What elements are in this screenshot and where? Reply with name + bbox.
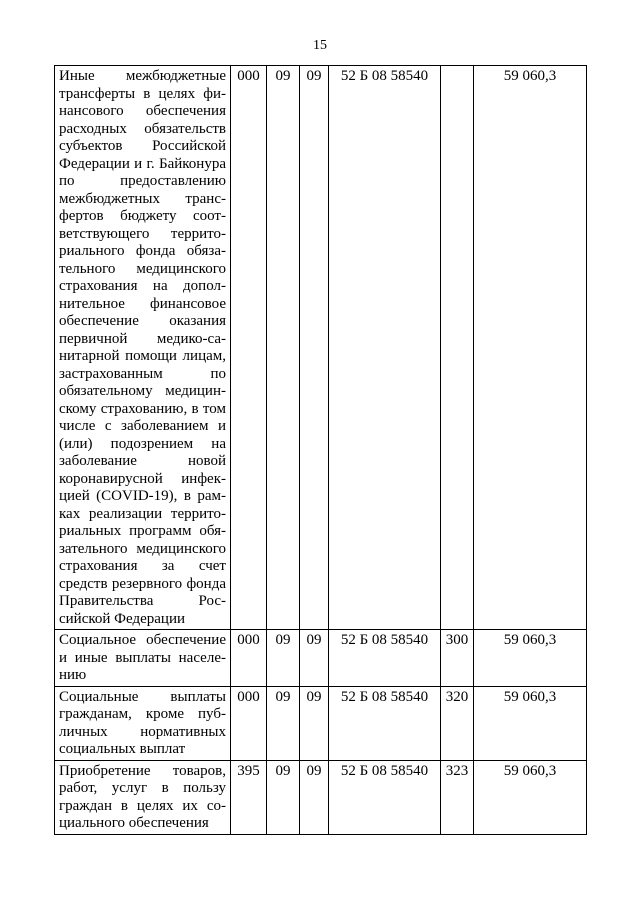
amount-cell: 59 060,3: [474, 630, 587, 687]
department-code-cell: 395: [231, 760, 267, 834]
department-code-cell: 000: [231, 66, 267, 630]
target-article-cell: 52 Б 08 58540: [329, 66, 441, 630]
expense-name-cell: Социальные выплаты гражданам, кроме публичных нормативных социальных выплат: [55, 686, 231, 760]
target-article-cell: 52 Б 08 58540: [329, 760, 441, 834]
table-row: [55, 66, 587, 630]
expense-type-cell: [441, 66, 474, 630]
section-code-cell: 09: [267, 686, 300, 760]
subsection-code-cell: 09: [300, 630, 329, 687]
expense-type-cell: 320: [441, 686, 474, 760]
department-code-cell: 000: [231, 686, 267, 760]
target-article-cell: 52 Б 08 58540: [329, 630, 441, 687]
department-code-cell: 000: [231, 630, 267, 687]
table-row: [55, 686, 587, 760]
section-code-cell: 09: [267, 630, 300, 687]
table-row: [55, 630, 587, 687]
subsection-code-cell: 09: [300, 760, 329, 834]
expense-type-cell: 300: [441, 630, 474, 687]
section-code-cell: 09: [267, 760, 300, 834]
amount-cell: 59 060,3: [474, 760, 587, 834]
page-number: 15: [313, 38, 327, 53]
subsection-code-cell: 09: [300, 66, 329, 630]
expense-type-cell: 323: [441, 760, 474, 834]
expense-name-cell: Социальное обеспечение и иные выплаты населению: [55, 630, 231, 687]
budget-table: [54, 65, 587, 835]
table-row: [55, 760, 587, 834]
amount-cell: 59 060,3: [474, 66, 587, 630]
subsection-code-cell: 09: [300, 686, 329, 760]
section-code-cell: 09: [267, 66, 300, 630]
target-article-cell: 52 Б 08 58540: [329, 686, 441, 760]
amount-cell: 59 060,3: [474, 686, 587, 760]
expense-name-cell: Иные межбюджетные трансферты в целях финансового обеспечения расходных обязательств субъектов Российской Федерации и г. Байконура по предоставлению межбюджетных трансфертов бюджету соответствующего территориального фонда обязательного медицинского страхования на дополнительное финансовое обеспечение оказания первичной медико-санитарной помощи лицам, застрахованным по обязательному медицинскому страхованию, в том числе с заболеванием и (или) подозрением на заболевание новой коронавирусной инфекцией (COVID-19), в рамках реализации территориальных программ обязательного медицинского страхования за счет средств резервного фонда Правительства Российской Федерации: [55, 66, 231, 630]
expense-name-cell: Приобретение товаров, работ, услуг в пользу граждан в целях их социального обеспечения: [55, 760, 231, 834]
